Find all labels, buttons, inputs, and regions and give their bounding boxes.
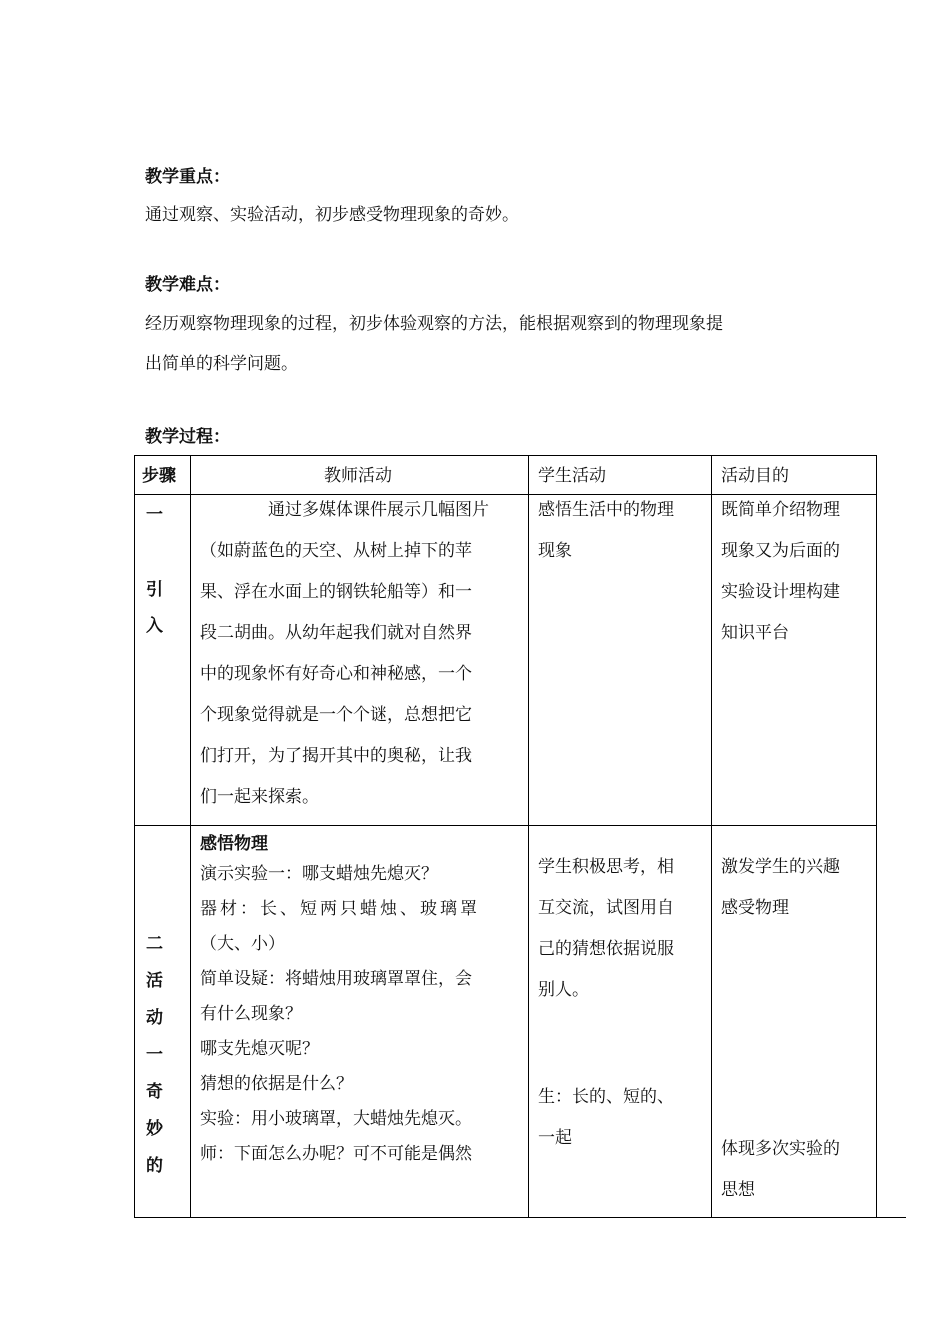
row2-student-line: 互交流，试图用自 [538,898,674,918]
row1-step-char-1: 一 [146,505,163,525]
table-border-top [134,455,877,456]
row2-teacher-line: 演示实验一：哪支蜡烛先熄灭？ [200,864,438,884]
row2-teacher-line: 猜想的依据是什么？ [200,1074,353,1094]
row2-step-char-6: 妙 [146,1119,163,1139]
key-points-text: 通过观察、实验活动，初步感受物理现象的奇妙。 [145,205,519,225]
row1-student-line: 现象 [538,541,572,561]
table-border-left [134,455,135,1218]
row2-step-char-7: 的 [146,1156,163,1176]
row2-student-line: 别人。 [538,980,589,1000]
row1-purpose-line: 现象又为后面的 [721,541,840,561]
row2-teacher-line: 哪支先熄灭呢？ [200,1039,319,1059]
row1-teacher-line: 段二胡曲。从幼年起我们就对自然界 [200,623,472,643]
row1-teacher-line: 中的现象怀有好奇心和神秘感，一个 [200,664,472,684]
row1-step-char-2: 引 [146,580,163,600]
row2-student-line: 一起 [538,1128,572,1148]
row2-activity-purpose-a [721,847,873,929]
row1-teacher-line: 们一起来探索。 [200,787,319,807]
difficult-points-title: 教学难点： [145,275,230,295]
row2-teacher-line: 实验：用小玻璃罩，大蜡烛先熄灭。 [200,1109,472,1129]
row1-teacher-line: 果、浮在水面上的钢铁轮船等）和一 [200,582,472,602]
table-col-divider-3 [711,455,712,1218]
row1-step-char-3: 入 [146,616,163,636]
row2-purpose-line: 思想 [721,1180,755,1200]
row2-teacher-line: 简单设疑：将蜡烛用玻璃罩罩住，会 [200,969,472,989]
table-border-right [876,455,877,1218]
row2-teacher-heading: 感悟物理 [200,834,268,854]
difficult-points-line-1: 经历观察物理现象的过程，初步体验观察的方法，能根据观察到的物理现象提 [145,314,723,334]
row2-purpose-line: 激发学生的兴趣 [721,857,840,877]
row1-teacher-activity [200,490,522,818]
row2-student-activity-b [538,1077,708,1159]
row2-student-line: 学生积极思考，相 [538,857,674,877]
key-points-title: 教学重点： [145,167,230,187]
process-title: 教学过程： [145,427,230,447]
row2-teacher-line: 器材：长、短两只蜡烛、玻璃罩 [200,899,480,919]
row2-purpose-line: 体现多次实验的 [721,1139,840,1159]
row2-student-activity-a [538,847,708,1011]
row2-activity-purpose-b [721,1129,873,1211]
row1-activity-purpose [721,490,873,654]
row1-purpose-line: 实验设计埋构建 [721,582,840,602]
row2-student-line: 生：长的、短的、 [538,1087,674,1107]
row2-step-char-4: 一 [146,1045,163,1065]
row1-teacher-line: 个现象觉得就是一个个谜，总想把它 [200,705,472,725]
row1-purpose-line: 既简单介绍物理 [721,500,840,520]
row2-teacher-line: 师：下面怎么办呢？可不可能是偶然 [200,1144,472,1164]
row2-step-char-1: 二 [146,934,163,954]
table-row-divider [134,825,877,826]
row1-purpose-line: 知识平台 [721,623,789,643]
table-border-bottom [134,1217,906,1218]
row1-teacher-line: 通过多媒体课件展示几幅图片 [268,500,489,520]
row1-teacher-line: 们打开，为了揭开其中的奥秘，让我 [200,746,472,766]
header-student-activity: 学生活动 [538,466,606,486]
row2-teacher-activity [200,857,522,1172]
row2-student-line: 己的猜想依据说服 [538,939,674,959]
row2-step-char-3: 动 [146,1008,163,1028]
row2-teacher-line: 有什么现象？ [200,1004,302,1024]
header-teacher-activity: 教师活动 [324,466,392,486]
row1-student-line: 感悟生活中的物理 [538,500,674,520]
row1-student-activity [538,490,708,572]
row1-teacher-line: （如蔚蓝色的天空、从树上掉下的苹 [200,541,472,561]
table-col-divider-1 [190,455,191,1218]
row2-teacher-line: （大、小） [200,934,285,954]
row2-purpose-line: 感受物理 [721,898,789,918]
row2-step-char-5: 奇 [146,1082,163,1102]
row2-step-char-2: 活 [146,971,163,991]
difficult-points-line-2: 出简单的科学问题。 [145,354,298,374]
header-step: 步骤 [142,466,176,486]
header-activity-purpose: 活动目的 [721,466,789,486]
table-col-divider-2 [528,455,529,1218]
